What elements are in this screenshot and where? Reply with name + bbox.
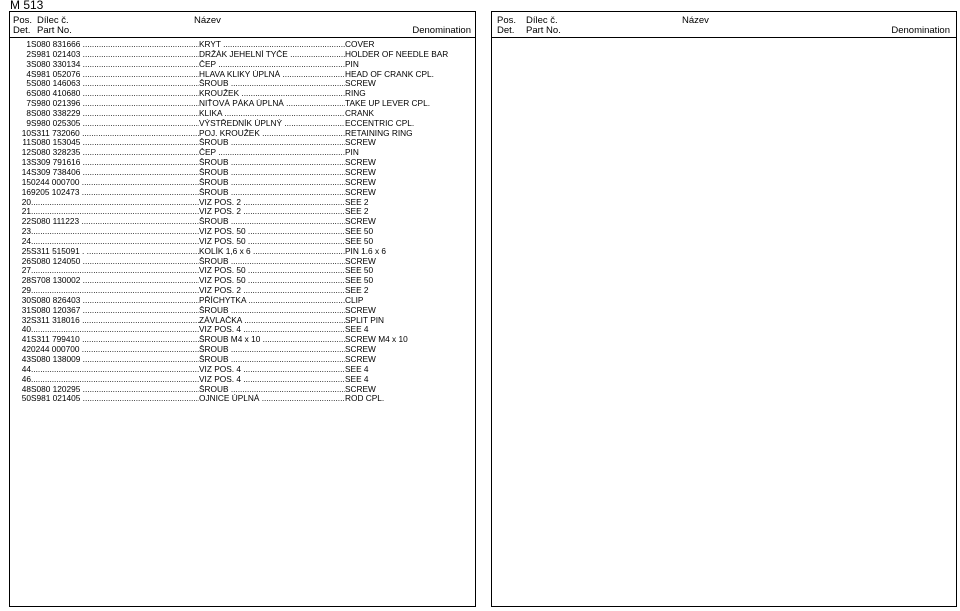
- row-denomination: SPLIT PIN: [345, 314, 385, 325]
- table-row: [10, 365, 475, 375]
- row-name: OJNICE ÚPLNÁ .....: [199, 394, 345, 404]
- header-pos: Pos.: [13, 15, 33, 26]
- row-pos: 31: [21, 304, 31, 315]
- row-denomination: CRANK: [345, 107, 375, 118]
- row-denomination: SCREW M4 x 10: [345, 334, 408, 345]
- row-name: VIZ POS. 2 .....: [199, 207, 345, 217]
- table-row: [10, 296, 475, 306]
- row-denomination: SCREW: [345, 137, 376, 148]
- row-name: ŠROUB .....: [199, 79, 345, 89]
- row-pos: 29: [21, 285, 31, 296]
- row-pos: 42: [21, 344, 31, 355]
- row-name: ŠROUB M4 x 10 .....: [199, 335, 345, 345]
- row-denomination: RETAINING RING: [345, 127, 413, 138]
- row-denomination: SEE 50: [345, 226, 374, 237]
- row-part-no: S981 052076 .....: [31, 70, 199, 80]
- row-denomination: SEE 2: [345, 285, 369, 296]
- table-row: [10, 158, 475, 168]
- table-row: [10, 335, 475, 345]
- table-row: [10, 227, 475, 237]
- row-name: KOLÍK 1,6 x 6 .....: [199, 247, 345, 257]
- row-name: KLIKA .....: [199, 109, 345, 119]
- table-row: [10, 99, 475, 109]
- row-part-no: 0244 000700 .....: [31, 345, 199, 355]
- row-pos: 9: [26, 117, 31, 128]
- row-pos: 3: [26, 58, 31, 69]
- table-row: [10, 217, 475, 227]
- row-pos: 23: [21, 226, 31, 237]
- table-row: [10, 237, 475, 247]
- row-name: VIZ POS. 4 .....: [199, 375, 345, 385]
- table-row: [10, 178, 475, 188]
- row-denomination: SEE 50: [345, 265, 374, 276]
- row-denomination: ECCENTRIC CPL.: [345, 117, 415, 128]
- row-part-no: S981 021405 .....: [31, 394, 199, 404]
- row-pos: 7: [26, 98, 31, 109]
- row-pos: 20: [21, 196, 31, 207]
- row-denomination: SEE 4: [345, 373, 369, 384]
- row-name: ŠROUB .....: [199, 306, 345, 316]
- row-denomination: HOLDER OF NEEDLE BAR: [345, 48, 449, 59]
- row-name: ŠROUB .....: [199, 217, 345, 227]
- row-denomination: PIN: [345, 147, 359, 158]
- row-denomination: CLIP: [345, 294, 364, 305]
- row-pos: 16: [21, 186, 31, 197]
- table-row: [10, 138, 475, 148]
- row-part-no: [31, 286, 199, 296]
- parts-list-left: [9, 11, 476, 607]
- row-denomination: SCREW: [345, 216, 376, 227]
- row-part-no: S311 515091 . .....: [31, 247, 199, 257]
- table-row: [10, 276, 475, 286]
- row-denomination: SCREW: [345, 78, 376, 89]
- row-part-no: [31, 365, 199, 375]
- header-det: Det.: [13, 25, 31, 36]
- model-title: M 513: [10, 0, 44, 12]
- table-row: [10, 385, 475, 395]
- row-part-no: S708 130002 .....: [31, 276, 199, 286]
- header-name: Název: [194, 15, 221, 26]
- row-name: KROUŽEK .....: [199, 89, 345, 99]
- row-pos: 41: [21, 334, 31, 345]
- parts-rows: [10, 38, 475, 404]
- row-pos: 43: [21, 354, 31, 364]
- row-name: VIZ POS. 2 .....: [199, 286, 345, 296]
- row-name: VIZ POS. 50 .....: [199, 276, 345, 286]
- row-pos: 8: [26, 107, 31, 118]
- row-name: HLAVA KLIKY ÚPLNÁ .....: [199, 70, 345, 80]
- table-row: [10, 79, 475, 89]
- row-part-no: [31, 325, 199, 335]
- row-part-no: S080 124050 .....: [31, 257, 199, 267]
- row-pos: 22: [21, 216, 31, 227]
- row-pos: 2: [26, 48, 31, 59]
- row-pos: 12: [21, 147, 31, 158]
- row-part-no: S311 732060 .....: [31, 129, 199, 139]
- table-row: [10, 266, 475, 276]
- row-name: NIŤOVÁ PÁKA ÚPLNÁ .....: [199, 99, 345, 109]
- row-denomination: TAKE UP LEVER CPL.: [345, 98, 430, 109]
- row-pos: 50: [21, 393, 31, 404]
- table-row: [10, 70, 475, 80]
- row-denomination: HEAD OF CRANK CPL.: [345, 68, 434, 79]
- row-name: DRŽÁK JEHELNÍ TYČE .....: [199, 50, 345, 60]
- row-part-no: S080 120367 .....: [31, 306, 199, 316]
- row-denomination: SCREW: [345, 304, 376, 315]
- row-denomination: SCREW: [345, 166, 376, 177]
- row-pos: 48: [21, 383, 31, 394]
- row-denomination: COVER: [345, 39, 375, 49]
- header-pos: Pos.: [497, 15, 517, 26]
- row-name: ČEP .....: [199, 60, 345, 70]
- row-name: ŠROUB .....: [199, 257, 345, 267]
- table-row: [10, 148, 475, 158]
- row-part-no: S311 318016 .....: [31, 316, 199, 326]
- table-row: [10, 188, 475, 198]
- row-pos: 28: [21, 275, 31, 286]
- row-pos: 5: [26, 78, 31, 89]
- row-name: VIZ POS. 4 .....: [199, 365, 345, 375]
- row-denomination: PIN 1.6 x 6: [345, 245, 387, 256]
- row-part-no: S080 328235 .....: [31, 148, 199, 158]
- row-denomination: SCREW: [345, 255, 376, 266]
- header-det: Det.: [497, 25, 515, 36]
- row-pos: 14: [21, 166, 31, 177]
- row-name: VIZ POS. 50 .....: [199, 227, 345, 237]
- row-part-no: 0244 000700 .....: [31, 178, 199, 188]
- row-denomination: SCREW: [345, 383, 376, 394]
- row-denomination: SEE 50: [345, 275, 374, 286]
- row-pos: 25: [21, 245, 31, 256]
- row-denomination: SCREW: [345, 186, 376, 197]
- row-part-no: S080 330134 .....: [31, 60, 199, 70]
- row-part-no: S981 021403 .....: [31, 50, 199, 60]
- table-row: [10, 306, 475, 316]
- row-part-no: [31, 227, 199, 237]
- row-pos: 32: [21, 314, 31, 325]
- table-row: [10, 198, 475, 208]
- row-pos: 1: [26, 39, 31, 49]
- header-part: Dílec č.: [526, 15, 558, 26]
- row-name: VIZ POS. 4 .....: [199, 325, 345, 335]
- table-row: [10, 345, 475, 355]
- row-pos: 13: [21, 157, 31, 168]
- row-name: ŠROUB .....: [199, 385, 345, 395]
- row-part-no: S309 791616 .....: [31, 158, 199, 168]
- row-pos: 6: [26, 88, 31, 99]
- row-pos: 10: [21, 127, 31, 138]
- row-part-no: S980 021396 .....: [31, 99, 199, 109]
- row-denomination: SEE 4: [345, 363, 369, 374]
- row-part-no: 9205 102473 .....: [31, 188, 199, 198]
- header-denomination: Denomination: [891, 25, 950, 36]
- row-denomination: PIN: [345, 58, 359, 69]
- row-denomination: SEE 2: [345, 206, 369, 217]
- row-part-no: S080 831666 .....: [31, 40, 199, 50]
- table-row: [10, 394, 475, 404]
- row-name: VIZ POS. 50 .....: [199, 237, 345, 247]
- table-row: [10, 375, 475, 385]
- table-row: [10, 355, 475, 365]
- parts-list-right: [491, 11, 957, 607]
- row-pos: 15: [21, 176, 31, 187]
- row-part-no: [31, 266, 199, 276]
- row-pos: 24: [21, 235, 31, 246]
- row-part-no: S080 111223 .....: [31, 217, 199, 227]
- row-part-no: S080 138009 .....: [31, 355, 199, 365]
- row-denomination: SCREW: [345, 344, 376, 355]
- table-header: [10, 12, 475, 38]
- header-part-no: Part No.: [37, 25, 72, 36]
- row-part-no: S311 799410 .....: [31, 335, 199, 345]
- row-name: ŠROUB .....: [199, 138, 345, 148]
- row-name: VIZ POS. 2 .....: [199, 198, 345, 208]
- table-row: [10, 247, 475, 257]
- row-denomination: SCREW: [345, 176, 376, 187]
- table-row: [10, 207, 475, 217]
- row-name: VIZ POS. 50 .....: [199, 266, 345, 276]
- row-pos: 27: [21, 265, 31, 276]
- row-name: VÝSTŘEDNÍK ÚPLNÝ .....: [199, 119, 345, 129]
- row-name: ŠROUB .....: [199, 188, 345, 198]
- row-part-no: [31, 207, 199, 217]
- row-part-no: [31, 375, 199, 385]
- table-row: [10, 50, 475, 60]
- row-denomination: SCREW: [345, 157, 376, 168]
- row-part-no: [31, 237, 199, 247]
- row-part-no: S080 146063 .....: [31, 79, 199, 89]
- header-part: Dílec č.: [37, 15, 69, 26]
- table-header: [492, 12, 956, 38]
- row-denomination: SCREW: [345, 354, 376, 364]
- row-name: ŠROUB .....: [199, 345, 345, 355]
- row-denomination: ROD CPL.: [345, 393, 385, 404]
- row-part-no: S080 826403 .....: [31, 296, 199, 306]
- row-name: ŠROUB .....: [199, 158, 345, 168]
- row-name: ZÁVLAČKA .....: [199, 316, 345, 326]
- row-pos: 26: [21, 255, 31, 266]
- row-name: ČEP .....: [199, 148, 345, 158]
- row-name: KRYT .....: [199, 40, 345, 50]
- table-row: [10, 168, 475, 178]
- row-part-no: S080 153045 .....: [31, 138, 199, 148]
- row-pos: 4: [26, 68, 31, 79]
- row-pos: 46: [21, 373, 31, 384]
- row-name: ŠROUB .....: [199, 355, 345, 365]
- row-denomination: SEE 2: [345, 196, 369, 207]
- row-name: PŘÍCHYTKA .....: [199, 296, 345, 306]
- row-part-no: S080 410680 .....: [31, 89, 199, 99]
- row-pos: 30: [21, 294, 31, 305]
- row-part-no: S080 338229 .....: [31, 109, 199, 119]
- row-name: POJ. KROUŽEK .....: [199, 129, 345, 139]
- row-part-no: S080 120295 .....: [31, 385, 199, 395]
- header-part-no: Part No.: [526, 25, 561, 36]
- header-name: Název: [682, 15, 709, 26]
- row-part-no: S980 025305 .....: [31, 119, 199, 129]
- row-pos: 21: [21, 206, 31, 217]
- header-denomination: Denomination: [412, 25, 471, 36]
- table-row: [10, 316, 475, 326]
- row-part-no: S309 738406 .....: [31, 168, 199, 178]
- row-pos: 40: [21, 324, 31, 335]
- row-name: ŠROUB .....: [199, 168, 345, 178]
- row-name: ŠROUB .....: [199, 178, 345, 188]
- row-denomination: RING: [345, 88, 366, 99]
- row-denomination: SEE 4: [345, 324, 369, 335]
- row-denomination: SEE 50: [345, 235, 374, 246]
- row-pos: 11: [22, 137, 31, 148]
- row-part-no: [31, 198, 199, 208]
- row-pos: 44: [21, 363, 31, 374]
- table-row: [10, 286, 475, 296]
- table-row: [10, 257, 475, 267]
- table-row: [10, 129, 475, 139]
